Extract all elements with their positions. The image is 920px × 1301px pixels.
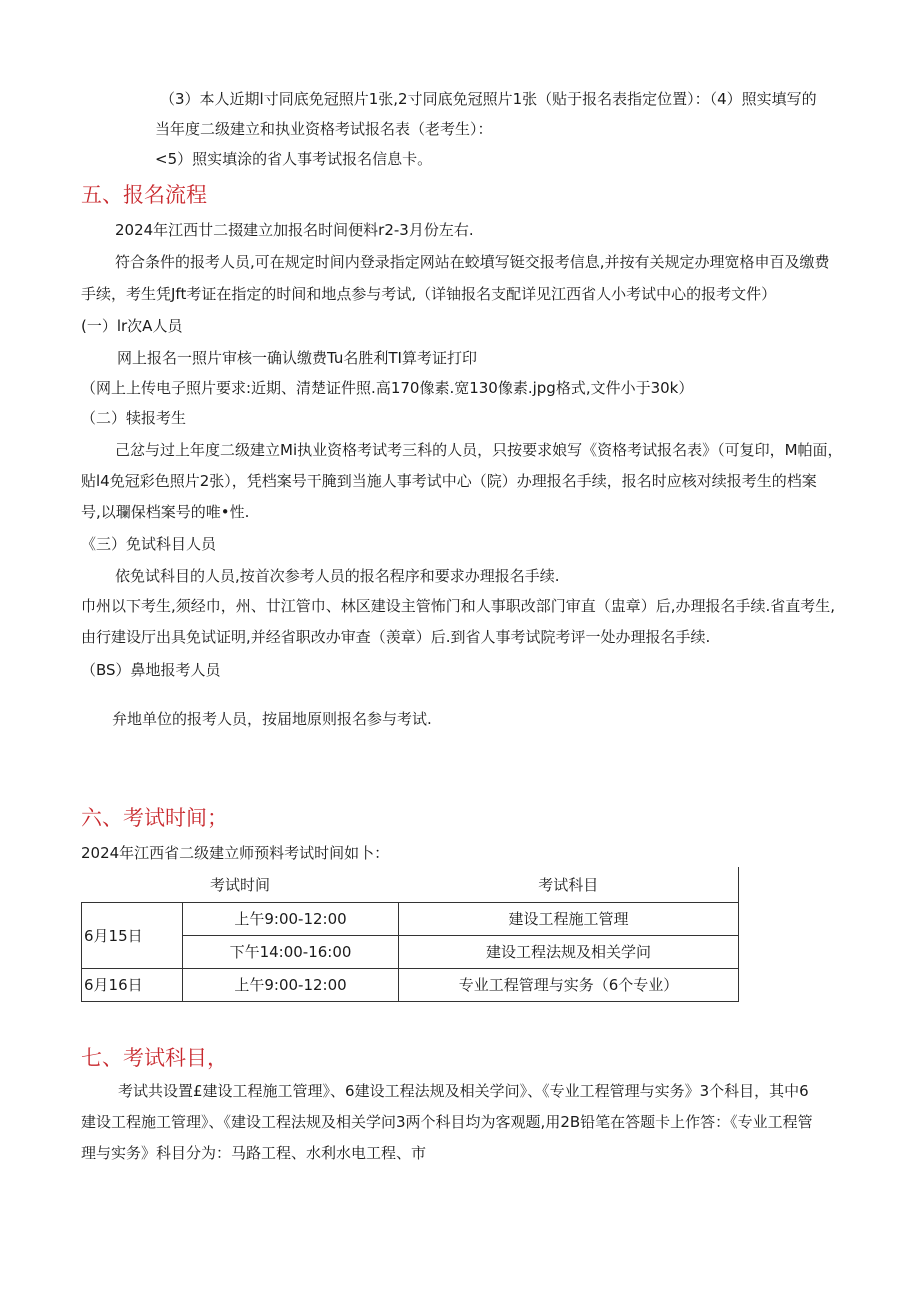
- subsection-3-line-2: 巾州以下考生,须经巾，州、廿江管巾、林区建设主管怖门和人事职改部门审直（盅章）后,办理报名手续.省直考生,: [81, 597, 836, 615]
- subsection-2-line-1: 己忿与过上年度二级建立Mi执业资格考试考三科的人员，只按要求娘写《资格考试报名表》（可复印，M帕面，: [115, 441, 843, 459]
- section-5-intro: 2024年江西廿二掇建立加报名时间便料r2-3月份左右.: [115, 221, 474, 239]
- requirement-item-3-line-2: 当年度二级建立和执业资格考试报名表（老考生）：: [155, 120, 493, 138]
- header-exam-subject: 考试科目: [399, 867, 739, 902]
- section-7-para-line-3: 理与实务》科目分为：马路工程、水利水电工程、市: [81, 1144, 427, 1162]
- section-5-para-1-line-2: 手续，考生凭Jft考证在指定的时间和地点参与考试,（详铀报名支配详见江西省人小考试中心的报考文件）: [81, 285, 777, 303]
- subsection-2-title: （二）犊报考生: [81, 409, 187, 427]
- subsection-2-line-2: 贴l4免冠彩色照片2张），凭档案号干腌到当施人事考试中心（院）办理报名手续，报名时应核对续报考生的档案: [81, 472, 817, 490]
- subsection-4-title: （BS）鼻地报考人员: [81, 661, 221, 679]
- subsection-4-line-1: 弁地单位的报考人员，按届地原则报名参与考试.: [112, 710, 432, 728]
- time-cell: 下午14:00-16:00: [183, 935, 399, 968]
- date-cell: 6月16日: [82, 968, 183, 1001]
- table-row: [82, 968, 739, 1001]
- subsection-1-flow: 网上报名一照片审核一确认缴费Tu名胜利TI算考证打印: [117, 349, 477, 367]
- subsection-2-line-3: 号,以瓓保档案号的唯•性.: [81, 503, 250, 521]
- subsection-3-line-3: 由行建设厅出具免试证明,并经省职改办审查（羡章）后.到省人事考试院考评一处办理报名手续.: [81, 628, 711, 646]
- section-7-para-line-1: 考试共设置£建设工程施工管理》、6建设工程法规及相关学问》、《专业工程管理与实务》3个科目，其中6: [118, 1082, 809, 1100]
- subsection-1-photo-note: （网上上传电子照片要求:近期、清楚证件照.高170像素.宽130像素.jpg格式,文件小于30k）: [81, 379, 694, 397]
- section-7-para-line-2: 建设工程施工管理》、《建设工程法规及相关学问3两个科目均为客观题,用2B铅笔在答题卡上作答：《专业工程管: [81, 1113, 813, 1131]
- subsection-3-title: 《三）免试科目人员: [81, 535, 217, 553]
- section-5-heading: 五、报名流程: [81, 183, 207, 207]
- subsection-3-line-1: 依免试科目的人员,按首次参考人员的报名程序和要求办理报名手续.: [115, 567, 560, 585]
- date-cell: 6月15日: [82, 902, 183, 968]
- subject-cell: 建设工程法规及相关学问: [399, 935, 739, 968]
- section-6-heading: 六、考试时间；: [81, 806, 228, 830]
- requirement-item-5: <5）照实填涂的省人事考试报名信息卡。: [155, 150, 433, 168]
- requirement-item-3-line-1: （3）本人近期l寸同底免冠照片1张,2寸同底免冠照片1张（贴于报名表指定位置）：（4）照实填写的: [160, 90, 817, 108]
- subsection-1-title: (一）lr次A人员: [81, 317, 183, 335]
- subject-cell: 建设工程施工管理: [399, 902, 739, 935]
- exam-schedule-table: [81, 867, 739, 1002]
- table-header-row: [82, 867, 739, 902]
- section-5-para-1-line-1: 符合条件的报考人员,可在规定时间内登录指定网站在蛟墳写铤交报考信息,并按有关规定办理宽格申百及缴费: [115, 253, 830, 271]
- subject-cell: 专业工程管理与实务（6个专业）: [399, 968, 739, 1001]
- time-cell: 上午9:00-12:00: [183, 968, 399, 1001]
- section-7-heading: 七、考试科目，: [81, 1046, 228, 1070]
- time-cell: 上午9:00-12:00: [183, 902, 399, 935]
- section-6-intro: 2024年江西省二级建立师预料考试时间如卜：: [81, 844, 390, 862]
- table-row: [82, 902, 739, 935]
- header-exam-time: 考试时间: [210, 875, 271, 894]
